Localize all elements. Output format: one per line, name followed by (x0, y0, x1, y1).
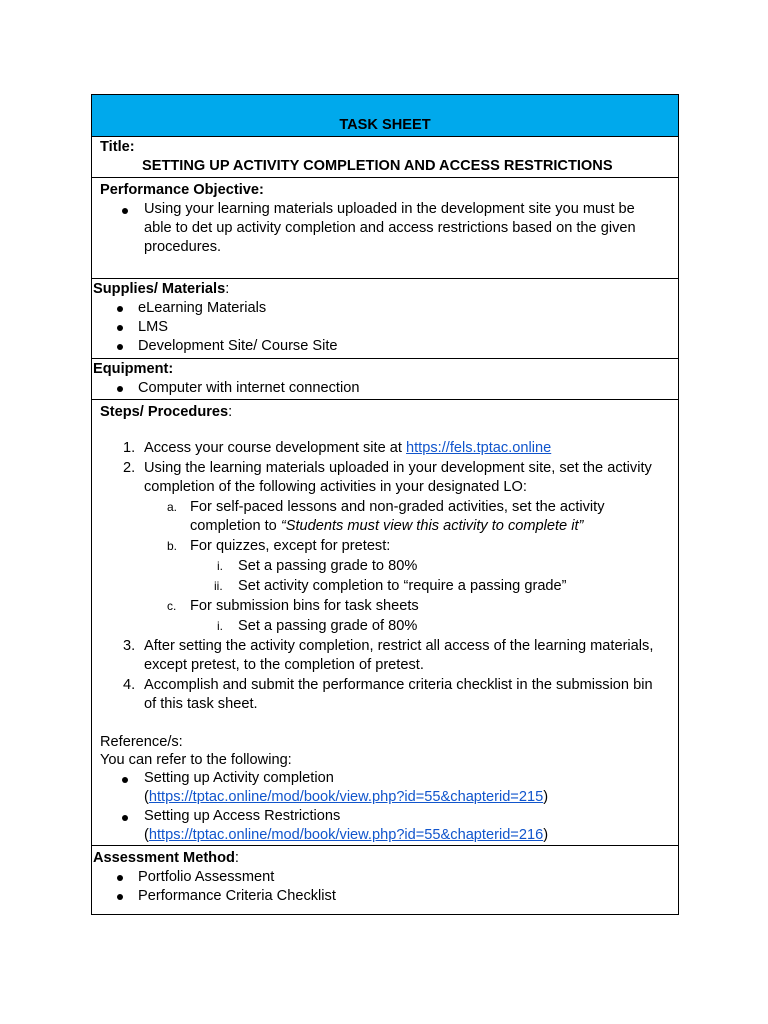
substep-b-ii: Set activity completion to “require a passing grade” (238, 578, 567, 594)
step-number: 3. (123, 638, 136, 654)
equipment-section (92, 359, 678, 400)
substep-c-i: Set a passing grade of 80% (238, 618, 418, 634)
substep-a-line-1: For self-paced lessons and non-graded activities, set the activity (190, 499, 605, 515)
subsubstep-number: ii. (214, 579, 223, 593)
step-number: 4. (123, 677, 136, 693)
step-1 (144, 440, 551, 457)
reference-1-title: Setting up Activity completion (144, 770, 334, 786)
step-number: 2. (123, 460, 136, 476)
substep-a-plain: completion to (190, 518, 281, 534)
reference-1-open: ( (144, 789, 149, 805)
step-4-line-2: of this task sheet. (144, 696, 258, 712)
assessment-heading (93, 850, 239, 867)
bullet-icon (122, 208, 128, 214)
objective-line-3: procedures. (144, 239, 222, 255)
reference-1-link[interactable]: https://tptac.online/mod/book/view.php?id=55&chapterid=215 (148, 789, 544, 805)
reference-2-title: Setting up Access Restrictions (144, 808, 341, 824)
bullet-icon (117, 875, 123, 881)
assessment-colon: : (234, 850, 239, 866)
step-2-line-2: completion of the following activities in your designated LO: (144, 479, 527, 495)
step-1-text: Access your course development site at (144, 440, 407, 456)
step-number: 1. (123, 440, 136, 456)
reference-1-link-line (144, 789, 548, 806)
bullet-icon (117, 325, 123, 331)
bullet-icon (117, 386, 123, 392)
references-label: Reference/s: (100, 734, 183, 750)
substep-a-line-2 (190, 518, 583, 535)
bullet-icon (117, 306, 123, 312)
objective-line-2: able to det up activity completion and access restrictions based on the given (144, 220, 636, 236)
substep-b-i: Set a passing grade to 80% (238, 558, 418, 574)
supply-item: LMS (138, 319, 169, 335)
assessment-section (92, 846, 678, 914)
subsubstep-number: i. (217, 619, 223, 633)
reference-2-link-line (144, 827, 548, 844)
step-2-line-1: Using the learning materials uploaded in your development site, set the activity (144, 460, 652, 476)
substep-letter: c. (167, 599, 177, 613)
task-title: SETTING UP ACTIVITY COMPLETION AND ACCESS RESTRICTIONS (142, 158, 613, 174)
step-3-line-2: except pretest, to the completion of pretest. (144, 657, 424, 673)
assessment-item: Portfolio Assessment (138, 869, 275, 885)
substep-letter: a. (167, 500, 178, 514)
steps-colon: : (228, 404, 233, 420)
bullet-icon (117, 894, 123, 900)
supply-item: Development Site/ Course Site (138, 338, 338, 354)
subsubstep-number: i. (217, 559, 223, 573)
title-section (92, 137, 678, 178)
objective-label: Performance Objective: (100, 182, 264, 198)
reference-1-close: ) (543, 789, 549, 805)
supplies-colon: : (225, 281, 230, 297)
course-site-link[interactable]: https://fels.tptac.online (406, 440, 552, 456)
assessment-item: Performance Criteria Checklist (138, 888, 336, 904)
objective-section (92, 178, 678, 279)
steps-label: Steps/ Procedures (100, 404, 229, 420)
bullet-icon (122, 815, 128, 821)
equipment-item: Computer with internet connection (138, 380, 360, 396)
supplies-section (92, 279, 678, 359)
objective-line-1: Using your learning materials uploaded in the development site you must be (144, 201, 635, 217)
assessment-label: Assessment Method (93, 850, 235, 866)
substep-b: For quizzes, except for pretest: (190, 538, 391, 554)
bullet-icon (122, 777, 128, 783)
step-4-line-1: Accomplish and submit the performance criteria checklist in the submission bin (144, 677, 653, 693)
task-sheet-table (91, 94, 679, 915)
reference-2-close: ) (543, 827, 549, 843)
substep-c: For submission bins for task sheets (190, 598, 419, 614)
substep-letter: b. (167, 539, 178, 553)
task-sheet-header (92, 95, 678, 137)
references-intro: You can refer to the following: (100, 752, 292, 768)
steps-section (92, 400, 678, 846)
reference-2-link[interactable]: https://tptac.online/mod/book/view.php?id=55&chapterid=216 (148, 827, 544, 843)
supplies-heading (93, 281, 229, 298)
title-label: Title: (100, 139, 135, 155)
reference-2-open: ( (144, 827, 149, 843)
bullet-icon (117, 344, 123, 350)
steps-heading (100, 404, 232, 421)
substep-a-quote: “Students must view this activity to complete it” (280, 518, 584, 534)
step-3-line-1: After setting the activity completion, restrict all access of the learning materials, (144, 638, 654, 654)
equipment-label: Equipment: (93, 361, 174, 377)
supply-item: eLearning Materials (138, 300, 267, 316)
task-sheet-heading: TASK SHEET (339, 117, 431, 133)
supplies-label: Supplies/ Materials (93, 281, 226, 297)
